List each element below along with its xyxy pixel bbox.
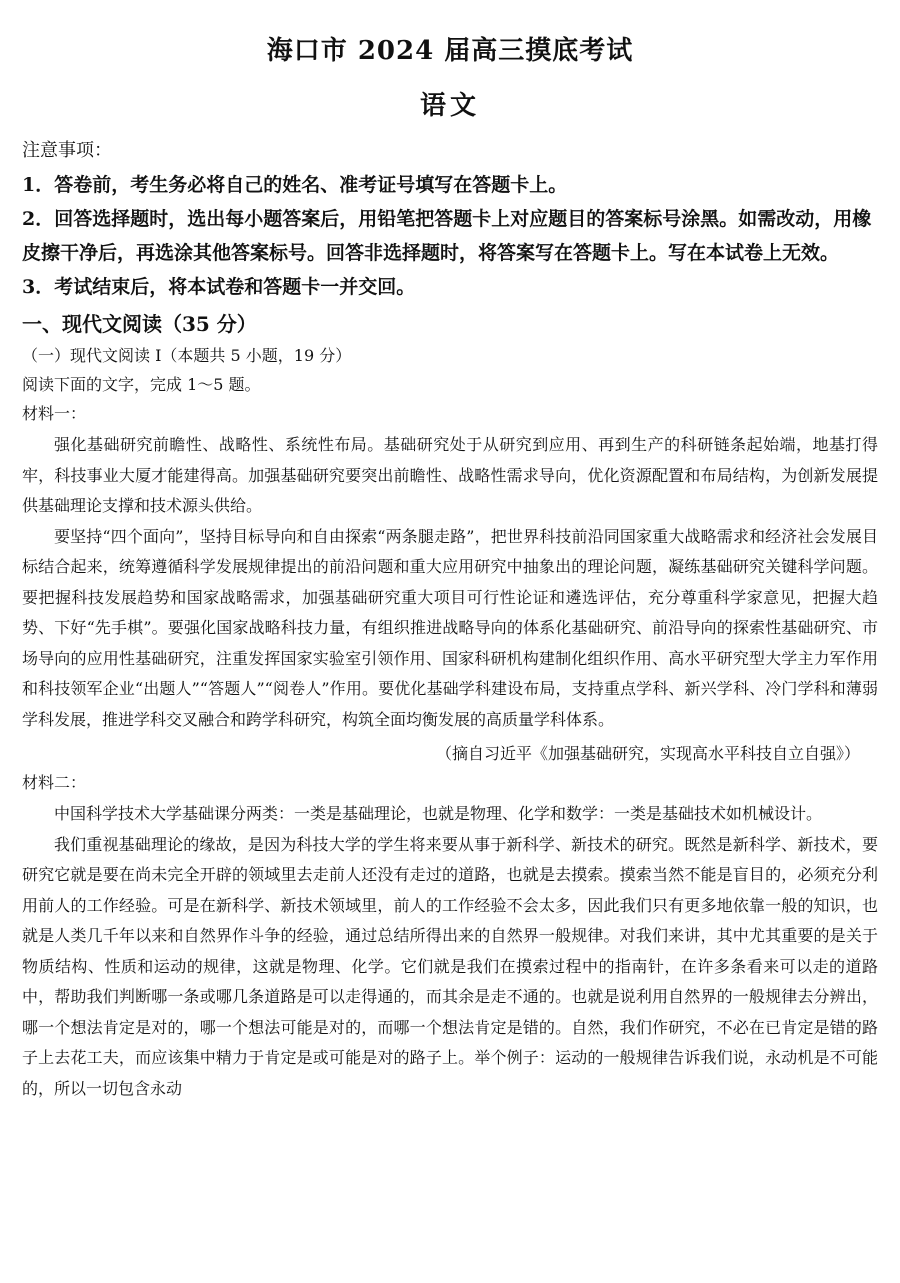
notice-heading: 注意事项：	[22, 140, 112, 161]
exam-title: 海口市 2024 届高三摸底考试	[266, 36, 634, 66]
subsection-title: （一）现代文阅读 I（本题共 5 小题，19 分）	[22, 346, 352, 365]
reading-instruction: 阅读下面的文字，完成 1～5 题。	[22, 375, 261, 394]
material-1-label: 材料一：	[22, 404, 87, 423]
notice-item-1: 1．答卷前，考生务必将自己的姓名、准考证号填写在答题卡上。	[22, 174, 568, 196]
material-1-paragraph: 要坚持“四个面向”，坚持目标导向和自由探索“两条腿走路”，把世界科技前沿同国家重大战略需求和经济社会发展目标结合起来，统筹遵循科学发展规律提出的前沿问题和重大应用研究中抽象出的理论问题，凝练基础研究关键科学问题。要把握科技发展趋势和国家战略需求，加强基础研究重大项目可行性论证和遴选评估，充分尊重科学家意见，把握大趋势、下好“先手棋”。要强化国家战略科技力量，有组织推进战略导向的体系化基础研究、前沿导向的探索性基础研究、市场导向的应用性基础研究，注重发挥国家实验室引领作用、国家科研机构建制化组织作用、高水平研究型大学主力军作用和科技领军企业“出题人”“答题人”“阅卷人”作用。要优化基础学科建设布局，支持重点学科、新兴学科、冷门学科和薄弱学科发展，推进学科交叉融合和跨学科研究，构筑全面均衡发展的高质量学科体系。	[22, 526, 878, 729]
material-1-paragraph: 强化基础研究前瞻性、战略性、系统性布局。基础研究处于从研究到应用、再到生产的科研链条起始端，地基打得牢，科技事业大厦才能建得高。加强基础研究要突出前瞻性、战略性需求导向，优化资源配置和布局结构，为创新发展提供基础理论支撑和技术源头供给。	[22, 435, 878, 515]
material-1-citation: （摘自习近平《加强基础研究，实现高水平科技自立自强》）	[435, 744, 860, 763]
material-2-label: 材料二：	[22, 773, 87, 792]
subject-title: 语文	[419, 91, 480, 121]
notice-item-3: 3．考试结束后，将本试卷和答题卡一并交回。	[22, 276, 416, 298]
notice-item-2: 2．回答选择题时，选出每小题答案后，用铅笔把答题卡上对应题目的答案标号涂黑。如需改动，用橡皮擦干净后，再选涂其他答案标号。回答非选择题时，将答案写在答题卡上。写在本试卷上无效。	[22, 208, 872, 264]
material-2-paragraph: 中国科学技术大学基础课分两类：一类是基础理论，也就是物理、化学和数学：一类是基础技术如机械设计。	[54, 804, 823, 823]
section-title: 一、现代文阅读（35 分）	[22, 312, 257, 336]
material-2-paragraph: 我们重视基础理论的缘故，是因为科技大学的学生将来要从事于新科学、新技术的研究。既然是新科学、新技术，要研究它就是要在尚未完全开辟的领域里去走前人还没有走过的道路，也就是去摸索。摸索当然不能是盲目的，必须充分利用前人的工作经验。可是在新科学、新技术领域里，前人的工作经验不会太多，因此我们只有更多地依靠一般的知识，也就是人类几千年以来和自然界作斗争的经验，通过总结所得出来的自然界一般规律。对我们来讲，其中尤其重要的是关于物质结构、性质和运动的规律，这就是物理、化学。它们就是我们在摸索过程中的指南针，在许多条看来可以走的道路中，帮助我们判断哪一条或哪几条道路是可以走得通的，而其余是走不通的。也就是说利用自然界的一般规律去分辨出，哪一个想法肯定是对的，哪一个想法可能是对的，而哪一个想法肯定是错的。自然，我们作研究，不必在已肯定是错的路子上去花工夫，而应该集中精力于肯定是或可能是对的路子上。举个例子：运动的一般规律告诉我们说，永动机是不可能的，所以一切包含永动	[22, 834, 878, 1098]
